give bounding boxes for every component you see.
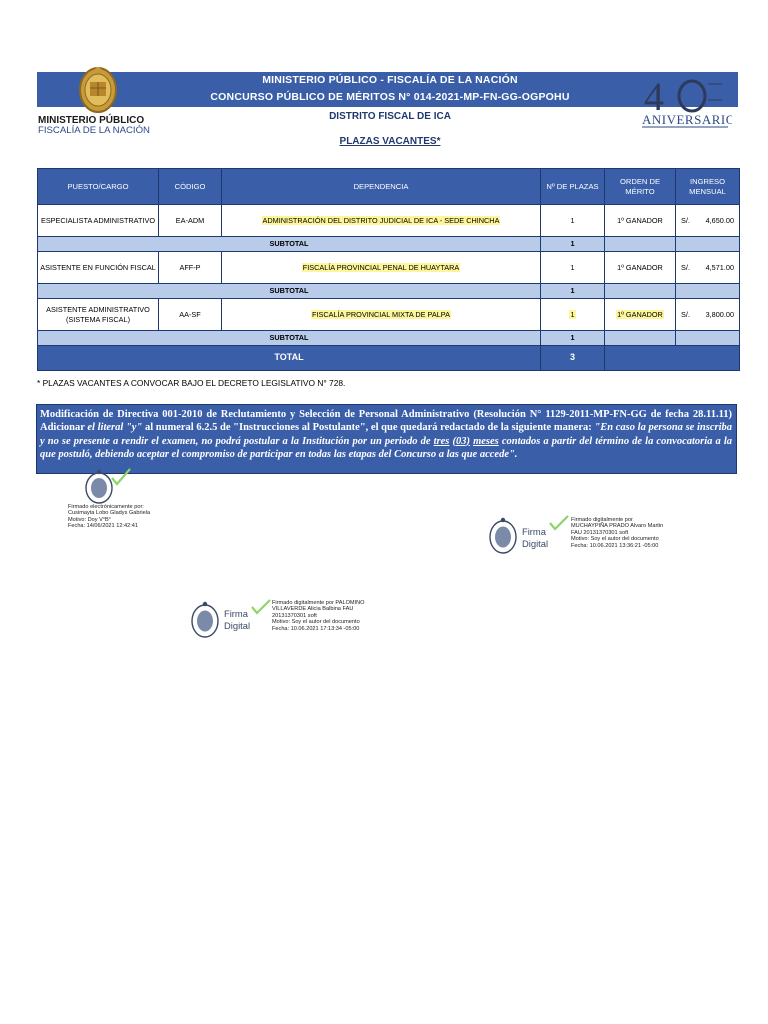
signature-2-text [571,517,663,549]
header-title: MINISTERIO PÚBLICO - FISCALÍA DE LA NACIÓN [262,74,518,86]
subtotal-empty [676,237,740,252]
sig-line: Fecha: 10.06.2021 17:13:34 -05:00 [272,625,360,632]
signature-1-text [68,504,150,530]
cell-plazas [541,299,605,331]
table-row [38,205,740,237]
vacancies-table [37,168,740,371]
subtotal-empty [605,331,676,346]
currency-label: S/. [681,262,690,272]
sig-line: MUCHAYPIÑA PRADO Alvaro Martin [571,523,664,530]
subtotal-label: SUBTOTAL [38,331,541,346]
notice-text-1: Modificación de Directiva 001-2010 de Reclutamiento y Selección de Personal Administrativo (Resolución N° 1129-2011-MP-FN-GG de fecha 28.11.11) Adicionar [40,409,732,434]
signature-3-text [272,600,365,632]
subtotal-empty [676,284,740,299]
cell-codigo: AFF-P [159,252,222,284]
subtotal-empty [605,284,676,299]
coat-of-arms-icon [76,64,120,116]
cell-plazas: 1 [541,252,605,284]
dependencia-text: ADMINISTRACIÓN DEL DISTRITO JUDICIAL DE ICA - SEDE CHINCHA [262,215,500,225]
subtotal-row [38,237,740,252]
notice-num: (03) [452,435,470,447]
cell-dependencia [222,205,541,237]
firma-label: Firma [224,608,248,619]
sig-line: Cusimayta Lobo Gladys Gabriela [68,510,151,517]
aniversario-logo [640,74,732,130]
digital-label: Digital [224,620,251,631]
svg-text:ANIVERSARIO: ANIVERSARIO [642,112,732,127]
cell-plazas: 1 [541,205,605,237]
notice-tres: tres [433,435,450,447]
firma-label: Firma [522,526,546,537]
dependencia-text: FISCALÍA PROVINCIAL PENAL DE HUAYTARA [302,262,460,272]
sig-line: Firmado digitalmente por PALOMINO [272,600,365,606]
checkmark-icon [250,598,272,616]
table-header-row [38,169,740,205]
cell-puesto: ASISTENTE ADMINISTRATIVO (SISTEMA FISCAL) [38,299,159,331]
cell-dependencia [222,299,541,331]
col-header-dependencia: DEPENDENCIA [222,169,541,205]
ministerio-logo [38,62,168,137]
cell-ingreso [676,252,740,284]
sig-line: Firmado digitalmente por [571,517,633,523]
table-row [38,299,740,331]
subtotal-empty [676,331,740,346]
currency-label: S/. [681,215,690,225]
header-contest: CONCURSO PÚBLICO DE MÉRITOS N° 014-2021-MP-FN-GG-OGPOHU [210,91,570,103]
cell-orden [605,299,676,331]
subtotal-value: 1 [541,284,605,299]
amount-value: 4,571.00 [705,262,734,272]
subtotal-value: 1 [541,331,605,346]
subtotal-label: SUBTOTAL [38,237,541,252]
amount-value: 3,800.00 [705,309,734,319]
logo-text-fiscalia: FISCALÍA DE LA NACIÓN [38,125,150,136]
notice-text-3: al numeral 6.2.5 de "Instrucciones al Postulante", el que quedará redactado de la siguiente manera: [142,422,595,434]
orden-text: 1º GANADOR [617,309,663,319]
firma-digital-seal-icon [488,516,520,556]
col-header-codigo: CÓDIGO [159,169,222,205]
total-row [38,346,740,371]
sig-line: Firmado electrónicamente por: [68,504,144,510]
sig-line: Motivo: Soy el autor del documento [272,619,360,626]
col-header-puesto: PUESTO/CARGO [38,169,159,205]
cell-orden: 1º GANADOR [605,252,676,284]
subtotal-value: 1 [541,237,605,252]
plazas-text: 1 [570,309,575,319]
district-title: DISTRITO FISCAL DE ICA [329,111,451,122]
sig-line: Fecha: 14/06/2021 12:42:41 [68,523,138,530]
sig-line: Fecha: 10.06.2021 13:36:21 -05:00 [571,542,659,549]
cell-codigo: EA-ADM [159,205,222,237]
total-value: 3 [541,346,605,371]
digital-signature-stamp-icon [84,466,138,506]
col-header-ingreso: INGRESO MENSUAL [676,169,740,205]
dependencia-text: FISCALÍA PROVINCIAL MIXTA DE PALPA [311,309,450,319]
firma-digital-seal-icon [190,600,222,640]
anniversary-40-icon [640,74,732,130]
footnote: * PLAZAS VACANTES A CONVOCAR BAJO EL DECRETO LEGISLATIVO N° 728. [37,378,346,388]
notice-text-2: el literal "y" [87,422,143,434]
subtotal-row [38,331,740,346]
currency-label: S/. [681,309,690,319]
cell-ingreso [676,205,740,237]
subtotal-row [38,284,740,299]
cell-puesto: ESPECIALISTA ADMINISTRATIVO [38,205,159,237]
cell-puesto: ASISTENTE EN FUNCIÓN FISCAL [38,252,159,284]
digital-label: Digital [522,538,549,549]
subtotal-label: SUBTOTAL [38,284,541,299]
directive-notice [36,404,737,474]
notice-text-4: "En caso la persona se inscriba y no se presente a rendir el examen, no podrá postular a la Institución por un periodo de [40,422,733,447]
cell-orden: 1º GANADOR [605,205,676,237]
checkmark-icon [548,514,570,532]
table-row [38,252,740,284]
logo-text-ministerio: MINISTERIO PÚBLICO [38,115,145,126]
subtotal-empty [605,237,676,252]
col-header-orden: ORDEN DE MÉRITO [605,169,676,205]
sig-line: 20131370301 soft [272,612,317,619]
section-title: PLAZAS VACANTES* [339,136,441,147]
sig-line: FAU 20131370301 soft [571,529,629,536]
total-label: TOTAL [38,346,541,371]
notice-text-5: contados a partir del término de la convocatoria a la que postuló, debiendo aceptar el compromiso de participar en todas las etapas del Concurso a las que accede". [40,435,733,460]
cell-codigo: AA-SF [159,299,222,331]
notice-meses: meses [473,435,499,447]
svg-text:4: 4 [644,74,664,119]
amount-value: 4,650.00 [705,215,734,225]
sig-line: Motivo: Doy V°B° [68,516,112,523]
cell-ingreso [676,299,740,331]
sig-line: VILLAVERDE Alicia Balbina FAU [272,606,354,613]
sig-line: Motivo: Soy el autor del documento [571,536,659,543]
total-empty [605,346,740,371]
cell-dependencia [222,252,541,284]
col-header-plazas: Nº DE PLAZAS [541,169,605,205]
